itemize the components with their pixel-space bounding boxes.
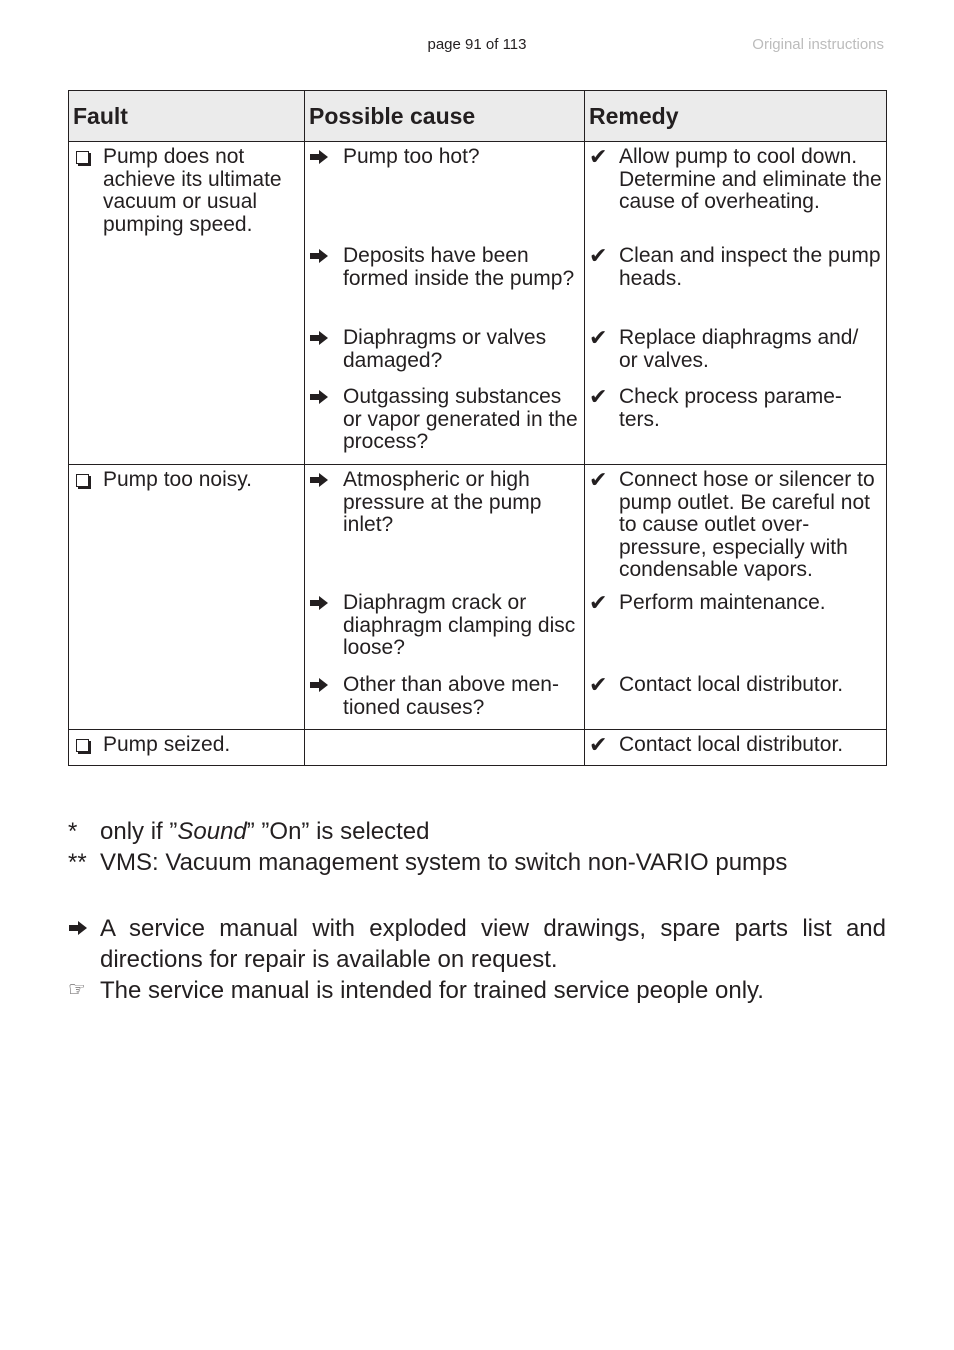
remedy-cell [585, 465, 887, 593]
note [68, 975, 886, 1006]
check-mark-icon: ✔ [589, 243, 608, 268]
remedy-text: Replace diaphragms and/ or valves. [619, 326, 859, 372]
remedy-cell [585, 730, 887, 766]
remedy-cell [585, 142, 887, 246]
header-possible-cause: Possible cause [305, 91, 585, 142]
cause-text: Other than above men- tioned causes? [343, 673, 559, 719]
cause-text: Pump too hot? [343, 145, 480, 168]
arrow-right-icon [309, 149, 329, 165]
header-remedy: Remedy [585, 91, 887, 142]
fault-text: Pump seized. [103, 733, 231, 756]
checkbox-icon [76, 151, 89, 164]
remedy-text: Allow pump to cool down. Determine and eliminate the cause of overheating. [619, 145, 882, 213]
check-mark-icon: ✔ [589, 590, 608, 615]
footnote-text [100, 816, 888, 847]
fault-cell [69, 730, 305, 766]
table-row [69, 465, 887, 593]
table-header-row [69, 91, 887, 142]
cause-text: Deposits have been formed inside the pump? [343, 244, 575, 290]
check-mark-icon: ✔ [589, 467, 608, 492]
check-mark-icon: ✔ [589, 672, 608, 697]
checkbox-icon [76, 739, 89, 752]
troubleshooting-table [68, 90, 887, 766]
cause-cell [305, 730, 585, 766]
table-row [69, 730, 887, 766]
header-fault: Fault [69, 91, 305, 142]
footnote-text-italic: Sound [177, 818, 247, 845]
remedy-cell [585, 327, 887, 386]
cause-cell [305, 592, 585, 674]
cause-cell [305, 386, 585, 465]
remedy-cell [585, 592, 887, 674]
cause-text: Outgassing substances or vapor generated in the process? [343, 385, 578, 453]
remedy-text: Clean and inspect the pump heads. [619, 244, 881, 290]
footnote-text-pre: only if ” [100, 818, 178, 845]
remedy-text: Connect hose or silencer to pump outlet. Be careful not to cause outlet over- pressure, especially with condensable vapors. [619, 468, 875, 581]
arrow-right-icon [309, 248, 329, 264]
footnote-text: VMS: Vacuum management system to switch non-VARIO pumps [100, 849, 788, 876]
remedy-text: Check process parame- ters. [619, 385, 842, 431]
remedy-cell [585, 386, 887, 465]
fault-cell [69, 465, 305, 730]
footnotes [68, 816, 888, 878]
document-type-label: Original instructions [752, 36, 884, 53]
footnote [68, 847, 888, 878]
arrow-right-icon [309, 389, 329, 405]
arrow-right-icon [309, 330, 329, 346]
cause-cell [305, 465, 585, 593]
footnote-symbol: ** [68, 849, 87, 876]
remedy-cell [585, 674, 887, 730]
check-mark-icon: ✔ [589, 384, 608, 409]
cause-text: Atmospheric or high pressure at the pump inlet? [343, 468, 542, 536]
note [68, 913, 886, 975]
note-text: The service manual is intended for trained service people only. [100, 977, 764, 1004]
cause-text: Diaphragms or valves damaged? [343, 326, 547, 372]
arrow-right-icon [309, 677, 329, 693]
footnote [68, 816, 888, 847]
check-mark-icon: ✔ [589, 732, 608, 757]
fault-cell [69, 142, 305, 465]
arrow-right-icon [309, 595, 329, 611]
cause-cell [305, 674, 585, 730]
service-notes [68, 913, 886, 1006]
fault-text: Pump too noisy. [103, 468, 253, 491]
pointing-hand-icon: ☞ [68, 979, 86, 1001]
remedy-cell [585, 245, 887, 327]
cause-cell [305, 327, 585, 386]
arrow-right-icon [309, 472, 329, 488]
remedy-text: Contact local distributor. [619, 673, 844, 696]
note-text: A service manual with exploded view drawings, spare parts list and directions for repair is available on request. [100, 915, 886, 973]
checkbox-icon [76, 474, 89, 487]
footnote-symbol: * [68, 818, 78, 845]
cause-cell [305, 142, 585, 246]
check-mark-icon: ✔ [589, 325, 608, 350]
page-number: page 91 of 113 [427, 36, 527, 53]
arrow-right-icon [68, 920, 88, 936]
footnote-text-post: ” ”On” is selected [246, 818, 430, 845]
remedy-text: Contact local distributor. [619, 733, 844, 756]
check-mark-icon: ✔ [589, 144, 608, 169]
table-row [69, 142, 887, 246]
cause-text: Diaphragm crack or diaphragm clamping disc loose? [343, 591, 576, 659]
fault-text: Pump does not achieve its ultimate vacuum or usual pumping speed. [103, 145, 282, 236]
remedy-text: Perform maintenance. [619, 591, 826, 614]
cause-cell [305, 245, 585, 327]
